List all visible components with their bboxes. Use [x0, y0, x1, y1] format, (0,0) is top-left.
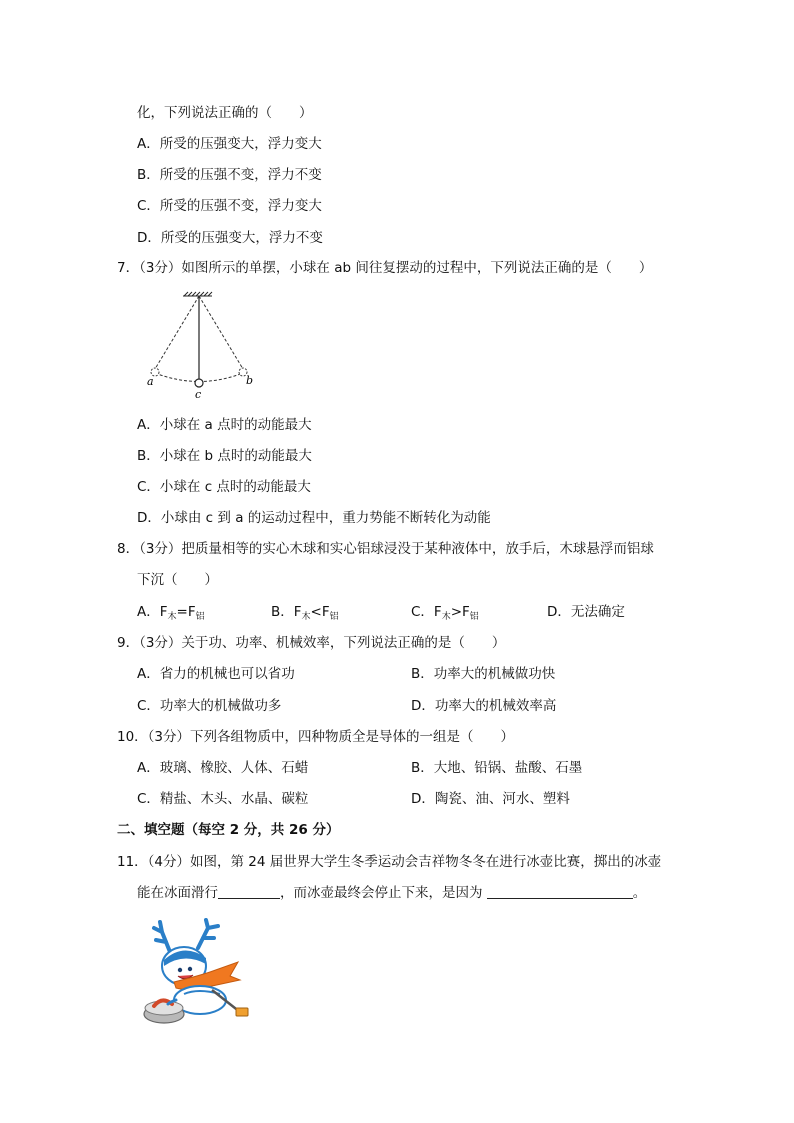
q11-stem-line1: 11．（4分）如图，第 24 届世界大学生冬季运动会吉祥物冬冬在进行冰壶比赛，掷出的冰壶 — [117, 854, 662, 870]
q10-option-b: B．大地、铅锅、盐酸、石墨 — [411, 760, 583, 776]
q7-option-c: C．小球在 c 点时的动能最大 — [137, 479, 311, 495]
q7-option-d: D．小球由 c 到 a 的运动过程中，重力势能不断转化为动能 — [137, 510, 491, 526]
answer-blank-2[interactable] — [487, 884, 633, 899]
answer-blank-1[interactable] — [218, 884, 280, 899]
q9-option-a: A．省力的机械也可以省功 — [137, 666, 295, 682]
q8-option-a: A．$F_木=F_铝$ — [137, 604, 205, 622]
pendulum-string-right-dashed — [199, 296, 243, 369]
q6-option-b: B．所受的压强不变，浮力不变 — [137, 167, 322, 183]
label-a: a — [147, 375, 154, 388]
q10-option-d: D．陶瓷、油、河水、塑料 — [411, 791, 570, 807]
q8-option-d: D．无法确定 — [547, 604, 625, 620]
q10-option-a: A．玻璃、橡胶、人体、石蜡 — [137, 760, 309, 776]
curling-stone — [144, 1000, 184, 1023]
q6-option-c: C．所受的压强不变，浮力变大 — [137, 198, 322, 214]
mascot-curling-illustration — [140, 918, 252, 1026]
q9-option-c: C．功率大的机械做功多 — [137, 698, 282, 714]
q9-option-b: B．功率大的机械做功快 — [411, 666, 556, 682]
q9-stem: 9．（3分）关于功、功率、机械效率，下列说法正确的是（ ） — [117, 635, 506, 651]
q6-stem-continuation: 化，下列说法正确的（ ） — [137, 105, 313, 121]
q6-option-d: D．所受的压强变大，浮力不变 — [137, 230, 323, 246]
q8-stem-line2: 下沉（ ） — [137, 572, 218, 588]
q11-stem-line2: 能在冰面滑行 ，而冰壶最终会停止下来，是因为 。 — [137, 885, 647, 901]
q10-option-c: C．精盐、木头、水晶、碳粒 — [137, 791, 309, 807]
label-b: b — [246, 374, 254, 387]
q8-option-b: B．$F_木<F_铝$ — [271, 604, 339, 622]
pendulum-string-left-dashed — [155, 296, 199, 369]
q10-stem: 10．（3分）下列各组物质中，四种物质全是导体的一组是（ ） — [117, 729, 515, 745]
q7-option-b: B．小球在 b 点时的动能最大 — [137, 448, 312, 464]
q7-option-a: A．小球在 a 点时的动能最大 — [137, 417, 312, 433]
label-c: c — [195, 388, 202, 400]
q9-option-d: D．功率大的机械效率高 — [411, 698, 557, 714]
q6-option-a: A．所受的压强变大，浮力变大 — [137, 136, 322, 152]
q8-stem-line1: 8．（3分）把质量相等的实心木球和实心铝球浸没于某种液体中，放手后，木球悬浮而铝球 — [117, 541, 654, 557]
pendulum-ceiling — [183, 292, 212, 296]
ball-position-c — [195, 379, 203, 387]
q7-stem: 7．（3分）如图所示的单摆，小球在 ab 间往复摆动的过程中，下列说法正确的是（ ） — [117, 260, 653, 276]
q8-option-c: C．$F_木>F_铝$ — [411, 604, 479, 622]
section-title-fill-in: 二、填空题（每空 2 分，共 26 分） — [117, 822, 340, 838]
pendulum-figure — [140, 290, 270, 400]
